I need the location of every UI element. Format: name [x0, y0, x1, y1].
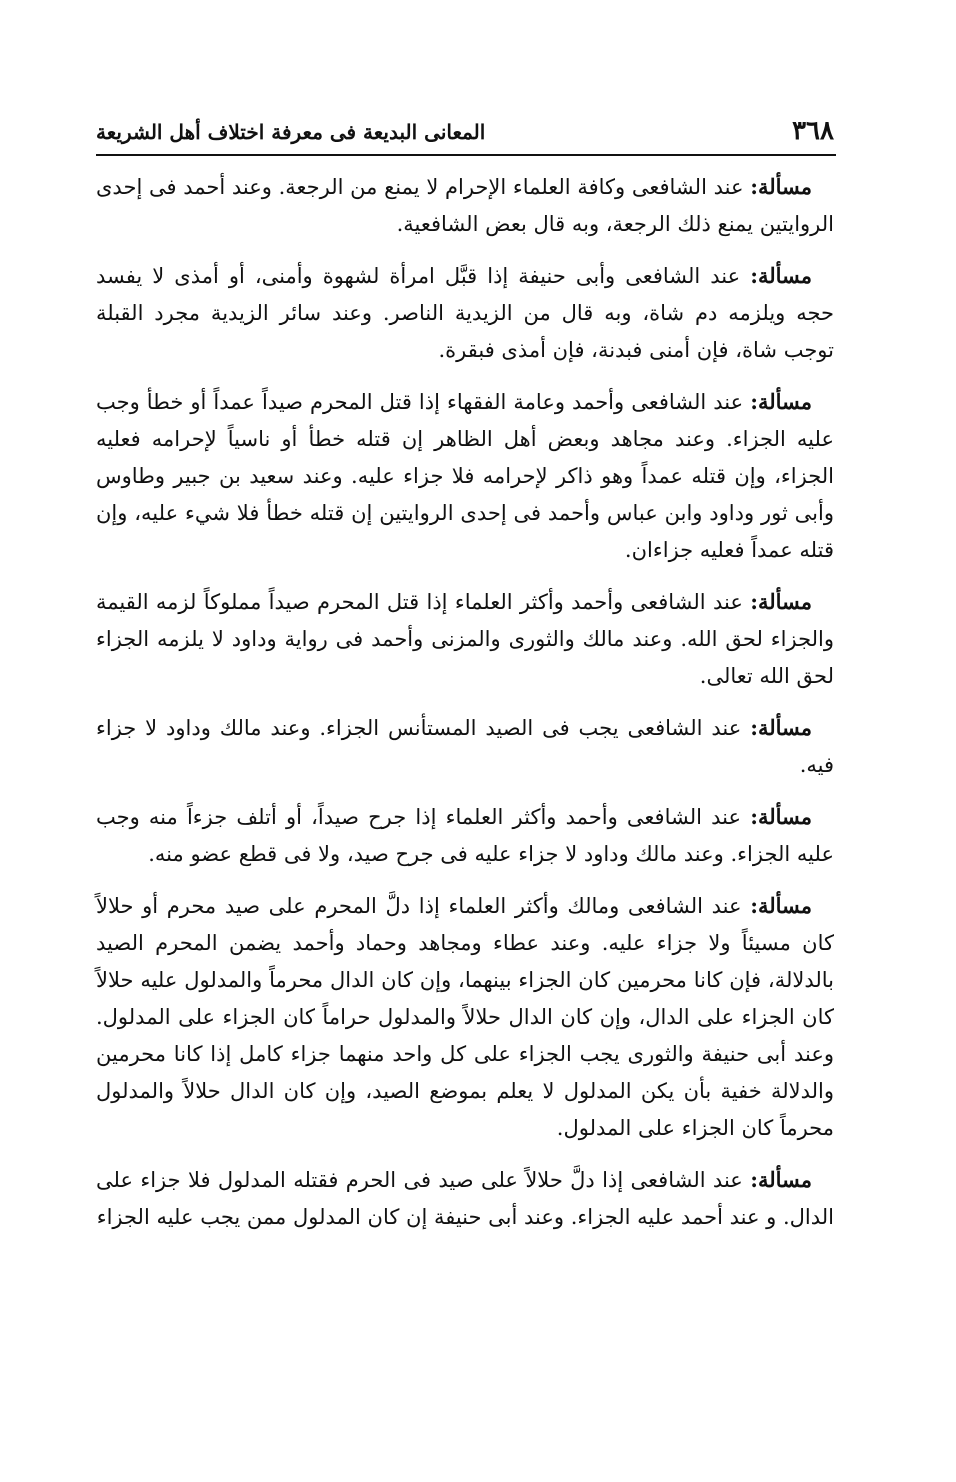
- masala-label: مسألة:: [750, 263, 812, 288]
- masala-text: عند الشافعى إذا دلَّ حلالاً على صيد فى الحرم فقتله المدلول فلا جزاء على الدال. و عند أحمد عليه الجزاء. وعند أبى حنيفة إن كان المدلول ممن يجب عليه الجزاء: [96, 1168, 834, 1229]
- masala-paragraph: [96, 583, 834, 695]
- masala-label: مسألة:: [750, 1167, 812, 1192]
- masala-text: عند الشافعى ومالك وأكثر العلماء إذا دلَّ المحرم على صيد محرم أو حلالاً كان مسيئاً ولا جزاء عليه. وعند عطاء ومجاهد وحماد وأحمد يضمن المحرم الصيد بالدلالة، فإن كانا محرمين كان الجزاء بينهما، وإن كان الدال محرماً والمدلول عليه حلالاً كان الجزاء على الدال، وإن كان الدال حلالاً والمدلول حراماً كان الجزاء على المدلول. وعند أبى حنيفة والثورى يجب الجزاء على كل واحد منهما جزاء كامل إذا كانا محرمين والدلالة خفية بأن يكن المدلول لا يعلم بموضع الصيد، وإن كان الدال حلالاً والمدلول محرماً كان الجزاء على المدلول.: [96, 894, 834, 1140]
- masala-paragraph: [96, 168, 834, 243]
- body-text: [96, 168, 834, 1250]
- masala-text: عند الشافعى وأحمد وأكثر العلماء إذا جرح صيداً، أو أتلف جزءاً منه وجب عليه الجزاء. وعند مالك وداود لا جزاء عليه فى جرح صيد، ولا فى قطع عضو منه.: [96, 805, 834, 866]
- masala-text: عند الشافعى وأحمد وعامة الفقهاء إذا قتل المحرم صيداً عمداً أو خطأ وجب عليه الجزاء. وعند مجاهد وبعض أهل الظاهر إن قتله خطأ أو ناسياً لإحرامه فعليه الجزاء، وإن قتله عمداً وهو ذاكر لإحرامه فلا جزاء عليه. وعند سعيد بن جبير وطاوس وأبى ثور وداود وابن عباس وأحمد فى إحدى الروايتين إن قتله خطأ فلا شيء عليه، وإن قتله عمداً فعليه جزاءان.: [96, 390, 834, 562]
- masala-paragraph: [96, 383, 834, 569]
- masala-text: عند الشافعى يجب فى الصيد المستأنس الجزاء. وعند مالك وداود لا جزاء فيه.: [96, 716, 834, 777]
- masala-paragraph: [96, 798, 834, 873]
- masala-label: مسألة:: [750, 804, 812, 829]
- page-number: ٣٦٨: [792, 116, 834, 146]
- running-title: المعانى البديعة فى معرفة اختلاف أهل الشريعة: [96, 120, 486, 144]
- masala-label: مسألة:: [750, 715, 812, 740]
- header-rule: [96, 154, 836, 156]
- masala-paragraph: [96, 887, 834, 1147]
- masala-text: عند الشافعى وأبى حنيفة إذا قبَّل امرأة لشهوة وأمنى، أو أمذى لا يفسد حجه ويلزمه دم شاة، وبه قال من الزيدية الناصر. وعند سائر الزيدية مجرد القبلة توجب شاة، فإن أمنى فبدنة، فإن أمذى فبقرة.: [96, 264, 834, 362]
- masala-text: عند الشافعى وأحمد وأكثر العلماء إذا قتل المحرم صيداً مملوكاً لزمه القيمة والجزاء لحق الله. وعند مالك والثورى والمزنى وأحمد فى رواية وداود لا يلزمه الجزاء لحق الله تعالى.: [96, 590, 834, 688]
- masala-paragraph: [96, 709, 834, 784]
- masala-paragraph: [96, 1161, 834, 1236]
- masala-text: عند الشافعى وكافة العلماء الإحرام لا يمنع من الرجعة. وعند أحمد فى إحدى الروايتين يمنع ذلك الرجعة، وبه قال بعض الشافعية.: [96, 175, 834, 236]
- page-header: [96, 112, 834, 152]
- masala-label: مسألة:: [750, 174, 812, 199]
- masala-label: مسألة:: [750, 893, 812, 918]
- masala-label: مسألة:: [750, 389, 813, 414]
- masala-label: مسألة:: [750, 589, 812, 614]
- masala-paragraph: [96, 257, 834, 369]
